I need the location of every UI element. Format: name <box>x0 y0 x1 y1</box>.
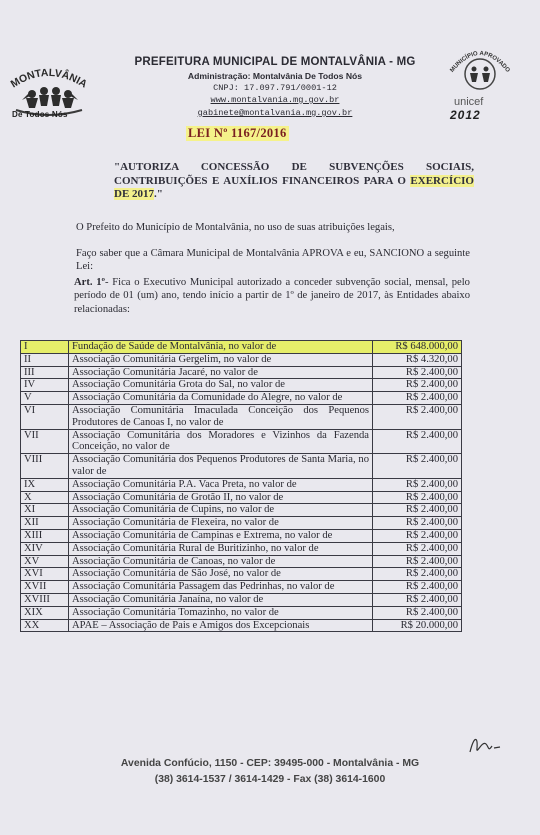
footer-address: Avenida Confúcio, 1150 - CEP: 39495-000 - Montalvânia - MG <box>120 758 420 769</box>
entity-name: Associação Comunitária Imaculada Conceição dos Pequenos Produtores de Canoas I, no valor de <box>69 404 373 429</box>
entities-table <box>20 340 462 632</box>
table-row <box>21 454 462 479</box>
entity-value: R$ 2.400,00 <box>373 517 462 530</box>
entity-name: Associação Comunitária Rural de Buritizinho, no valor de <box>69 542 373 555</box>
ementa-text: "AUTORIZA CONCESSÃO DE SUBVENÇÕES SOCIAIS, CONTRIBUIÇÕES E AUXÍLIOS FINANCEIROS PARA O <box>114 161 474 187</box>
entity-name: Associação Comunitária de Campinas e Extrema, no valor de <box>69 529 373 542</box>
table-row <box>21 392 462 405</box>
entity-name: Associação Comunitária Grota do Sal, no valor de <box>69 379 373 392</box>
entity-value: R$ 2.400,00 <box>373 606 462 619</box>
entity-number: III <box>21 366 69 379</box>
logo-tagline: De Todos Nós <box>12 110 68 119</box>
entity-number: IV <box>21 379 69 392</box>
entity-value: R$ 2.400,00 <box>373 404 462 429</box>
ementa-highlight: EXERCÍCIO DE 2017 <box>114 174 474 200</box>
entity-number: XVI <box>21 568 69 581</box>
entity-name: Associação Comunitária Gergelim, no valor de <box>69 353 373 366</box>
entity-name: Associação Comunitária de Canoas, no valor de <box>69 555 373 568</box>
entity-value: R$ 2.400,00 <box>373 491 462 504</box>
entity-value: R$ 2.400,00 <box>373 454 462 479</box>
table-row <box>21 606 462 619</box>
email-link[interactable]: gabinete@montalvania.mg.gov.br <box>197 108 353 118</box>
article-1-label: Art. 1º <box>74 277 106 288</box>
paragraph-sanciono: Faço saber que a Câmara Municipal de Montalvânia APROVA e eu, SANCIONO a seguinte Lei: <box>76 248 470 273</box>
entity-number: I <box>21 341 69 354</box>
footer-phones: (38) 3614-1537 / 3614-1429 - Fax (38) 3614-1600 <box>154 774 386 785</box>
table-row <box>21 517 462 530</box>
entity-value: R$ 2.400,00 <box>373 555 462 568</box>
signature-mark <box>466 730 506 760</box>
table-row <box>21 491 462 504</box>
table-row <box>21 555 462 568</box>
cnpj-line: CNPJ: 17.097.791/0001-12 <box>213 83 337 93</box>
entity-name: Associação Comunitária dos Moradores e Vizinhos da Fazenda Conceição, no valor de <box>69 429 373 454</box>
table-row <box>21 478 462 491</box>
table-row <box>21 341 462 354</box>
entity-number: XVIII <box>21 593 69 606</box>
svg-text:MONTALVÂNIA: MONTALVÂNIA <box>8 66 90 91</box>
law-ementa <box>114 161 474 202</box>
svg-text:MUNICÍPIO APROVADO: MUNICÍPIO APROVADO <box>449 50 511 74</box>
entity-value: R$ 2.400,00 <box>373 529 462 542</box>
entity-number: XV <box>21 555 69 568</box>
entity-number: XIII <box>21 529 69 542</box>
article-1-text: - Fica o Executivo Municipal autorizado a conceder subvenção social, mensal, pelo período de 01 (um) ano, tendo início a partir de 1º de janeiro de 2017, às Entidades abaixo relacionadas: <box>74 277 470 315</box>
entity-number: II <box>21 353 69 366</box>
seal-year: 2012 <box>450 108 481 122</box>
entity-value: R$ 2.400,00 <box>373 593 462 606</box>
entity-name: Associação Comunitária dos Pequenos Produtores de Santa Maria, no valor de <box>69 454 373 479</box>
administration-line: Administração: Montalvânia De Todos Nós <box>187 71 363 81</box>
entity-name: Associação Comunitária de Cupins, no valor de <box>69 504 373 517</box>
seal-graphic <box>445 42 515 98</box>
table-row <box>21 619 462 632</box>
table-row <box>21 504 462 517</box>
entity-number: XIX <box>21 606 69 619</box>
entity-value: R$ 2.400,00 <box>373 478 462 491</box>
entity-name: APAE – Associação de Pais e Amigos dos Excepcionais <box>69 619 373 632</box>
table-row <box>21 542 462 555</box>
entity-number: IX <box>21 478 69 491</box>
entity-value: R$ 2.400,00 <box>373 379 462 392</box>
table-row <box>21 404 462 429</box>
table-row <box>21 429 462 454</box>
entity-name: Associação Comunitária de Flexeira, no valor de <box>69 517 373 530</box>
entity-number: XVII <box>21 581 69 594</box>
paragraph-prefeito: O Prefeito do Município de Montalvânia, no uso de suas atribuições legais, <box>76 222 395 233</box>
entity-value: R$ 2.400,00 <box>373 366 462 379</box>
entity-number: X <box>21 491 69 504</box>
entity-value: R$ 2.400,00 <box>373 542 462 555</box>
entity-number: XI <box>21 504 69 517</box>
entity-name: Associação Comunitária Passagem das Pedrinhas, no valor de <box>69 581 373 594</box>
entity-name: Fundação de Saúde de Montalvânia, no valor de <box>69 341 373 354</box>
entity-number: XX <box>21 619 69 632</box>
entity-number: XII <box>21 517 69 530</box>
law-number: LEI Nº 1167/2016 <box>188 126 287 140</box>
entity-value: R$ 2.400,00 <box>373 504 462 517</box>
entity-name: Associação Comunitária de São José, no valor de <box>69 568 373 581</box>
table-row <box>21 529 462 542</box>
entity-number: XIV <box>21 542 69 555</box>
table-row <box>21 366 462 379</box>
entity-value: R$ 2.400,00 <box>373 568 462 581</box>
entity-value: R$ 2.400,00 <box>373 429 462 454</box>
entity-number: VII <box>21 429 69 454</box>
table-row <box>21 593 462 606</box>
table-row <box>21 379 462 392</box>
prefeitura-title: PREFEITURA MUNICIPAL DE MONTALVÂNIA - MG <box>134 56 416 68</box>
ementa-end: ." <box>154 188 163 200</box>
article-1 <box>74 276 470 316</box>
entity-value: R$ 2.400,00 <box>373 392 462 405</box>
table-row <box>21 568 462 581</box>
entity-name: Associação Comunitária de Grotão II, no valor de <box>69 491 373 504</box>
entity-number: V <box>21 392 69 405</box>
entity-name: Associação Comunitária Jacaré, no valor de <box>69 366 373 379</box>
entity-number: VI <box>21 404 69 429</box>
entity-name: Associação Comunitária da Comunidade do Alegre, no valor de <box>69 392 373 405</box>
table-row <box>21 581 462 594</box>
entity-name: Associação Comunitária Janaína, no valor de <box>69 593 373 606</box>
entity-value: R$ 4.320,00 <box>373 353 462 366</box>
entity-name: Associação Comunitária P.A. Vaca Preta, no valor de <box>69 478 373 491</box>
website-link[interactable]: www.montalvania.mg.gov.br <box>210 95 340 105</box>
table-row <box>21 353 462 366</box>
entity-value: R$ 648.000,00 <box>373 341 462 354</box>
entity-value: R$ 2.400,00 <box>373 581 462 594</box>
entity-value: R$ 20.000,00 <box>373 619 462 632</box>
entity-number: VIII <box>21 454 69 479</box>
entity-name: Associação Comunitária Tomazinho, no valor de <box>69 606 373 619</box>
unicef-label: unicef <box>454 96 484 108</box>
